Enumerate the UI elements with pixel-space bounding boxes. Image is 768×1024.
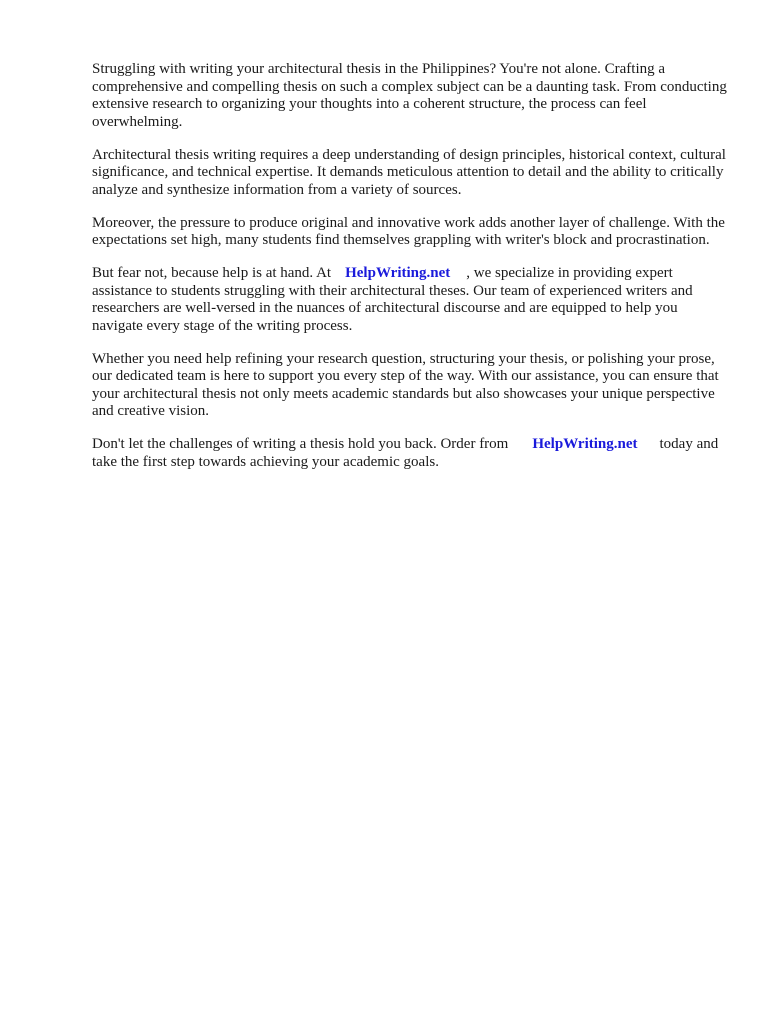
paragraph-help bbox=[92, 265, 728, 335]
paragraph-intro: Struggling with writing your architectural thesis in the Philippines? You're not alone. Crafting a comprehensive and compelling thesis on such a complex subject can be a daunting task. From conducting extensive research to organizing your thoughts into a coherent structure, the process can feel overwhelming. bbox=[92, 61, 727, 130]
paragraph-support: Whether you need help refining your research question, structuring your thesis, or polishing your prose, our dedicated team is here to support you every step of the way. With our assistance, you can ensure that your architectural thesis not only meets academic standards but also showcases your unique perspective and creative vision. bbox=[92, 350, 719, 419]
paragraph-pressure: Moreover, the pressure to produce original and innovative work adds another layer of challenge. With the expectations set high, many students find themselves grappling with writer's block and procrastination. bbox=[92, 214, 725, 248]
helpwriting-link[interactable]: HelpWriting.net bbox=[345, 265, 451, 281]
paragraph-help-lead-text: But fear not, because help is at hand. At bbox=[92, 265, 332, 281]
paragraph-cta-tail-text: today and take the first step towards achieving your academic goals. bbox=[92, 436, 719, 470]
document-body bbox=[92, 61, 728, 487]
paragraph-help-tail-text: , we specialize in providing expert assistance to students struggling with their architectural theses. Our team of experienced writers and researchers are well-versed in the nuances of architectural discourse and are equipped to help you navigate every stage of the writing process. bbox=[92, 265, 693, 334]
helpwriting-order-link[interactable]: HelpWriting.net bbox=[532, 436, 638, 452]
paragraph-requirements: Architectural thesis writing requires a deep understanding of design principles, historical context, cultural significance, and technical expertise. It demands meticulous attention to detail and the ability to critically analyze and synthesize information from a variety of sources. bbox=[92, 146, 726, 198]
paragraph-cta bbox=[92, 436, 728, 471]
paragraph-cta-lead-text: Don't let the challenges of writing a thesis hold you back. Order from bbox=[92, 436, 509, 452]
